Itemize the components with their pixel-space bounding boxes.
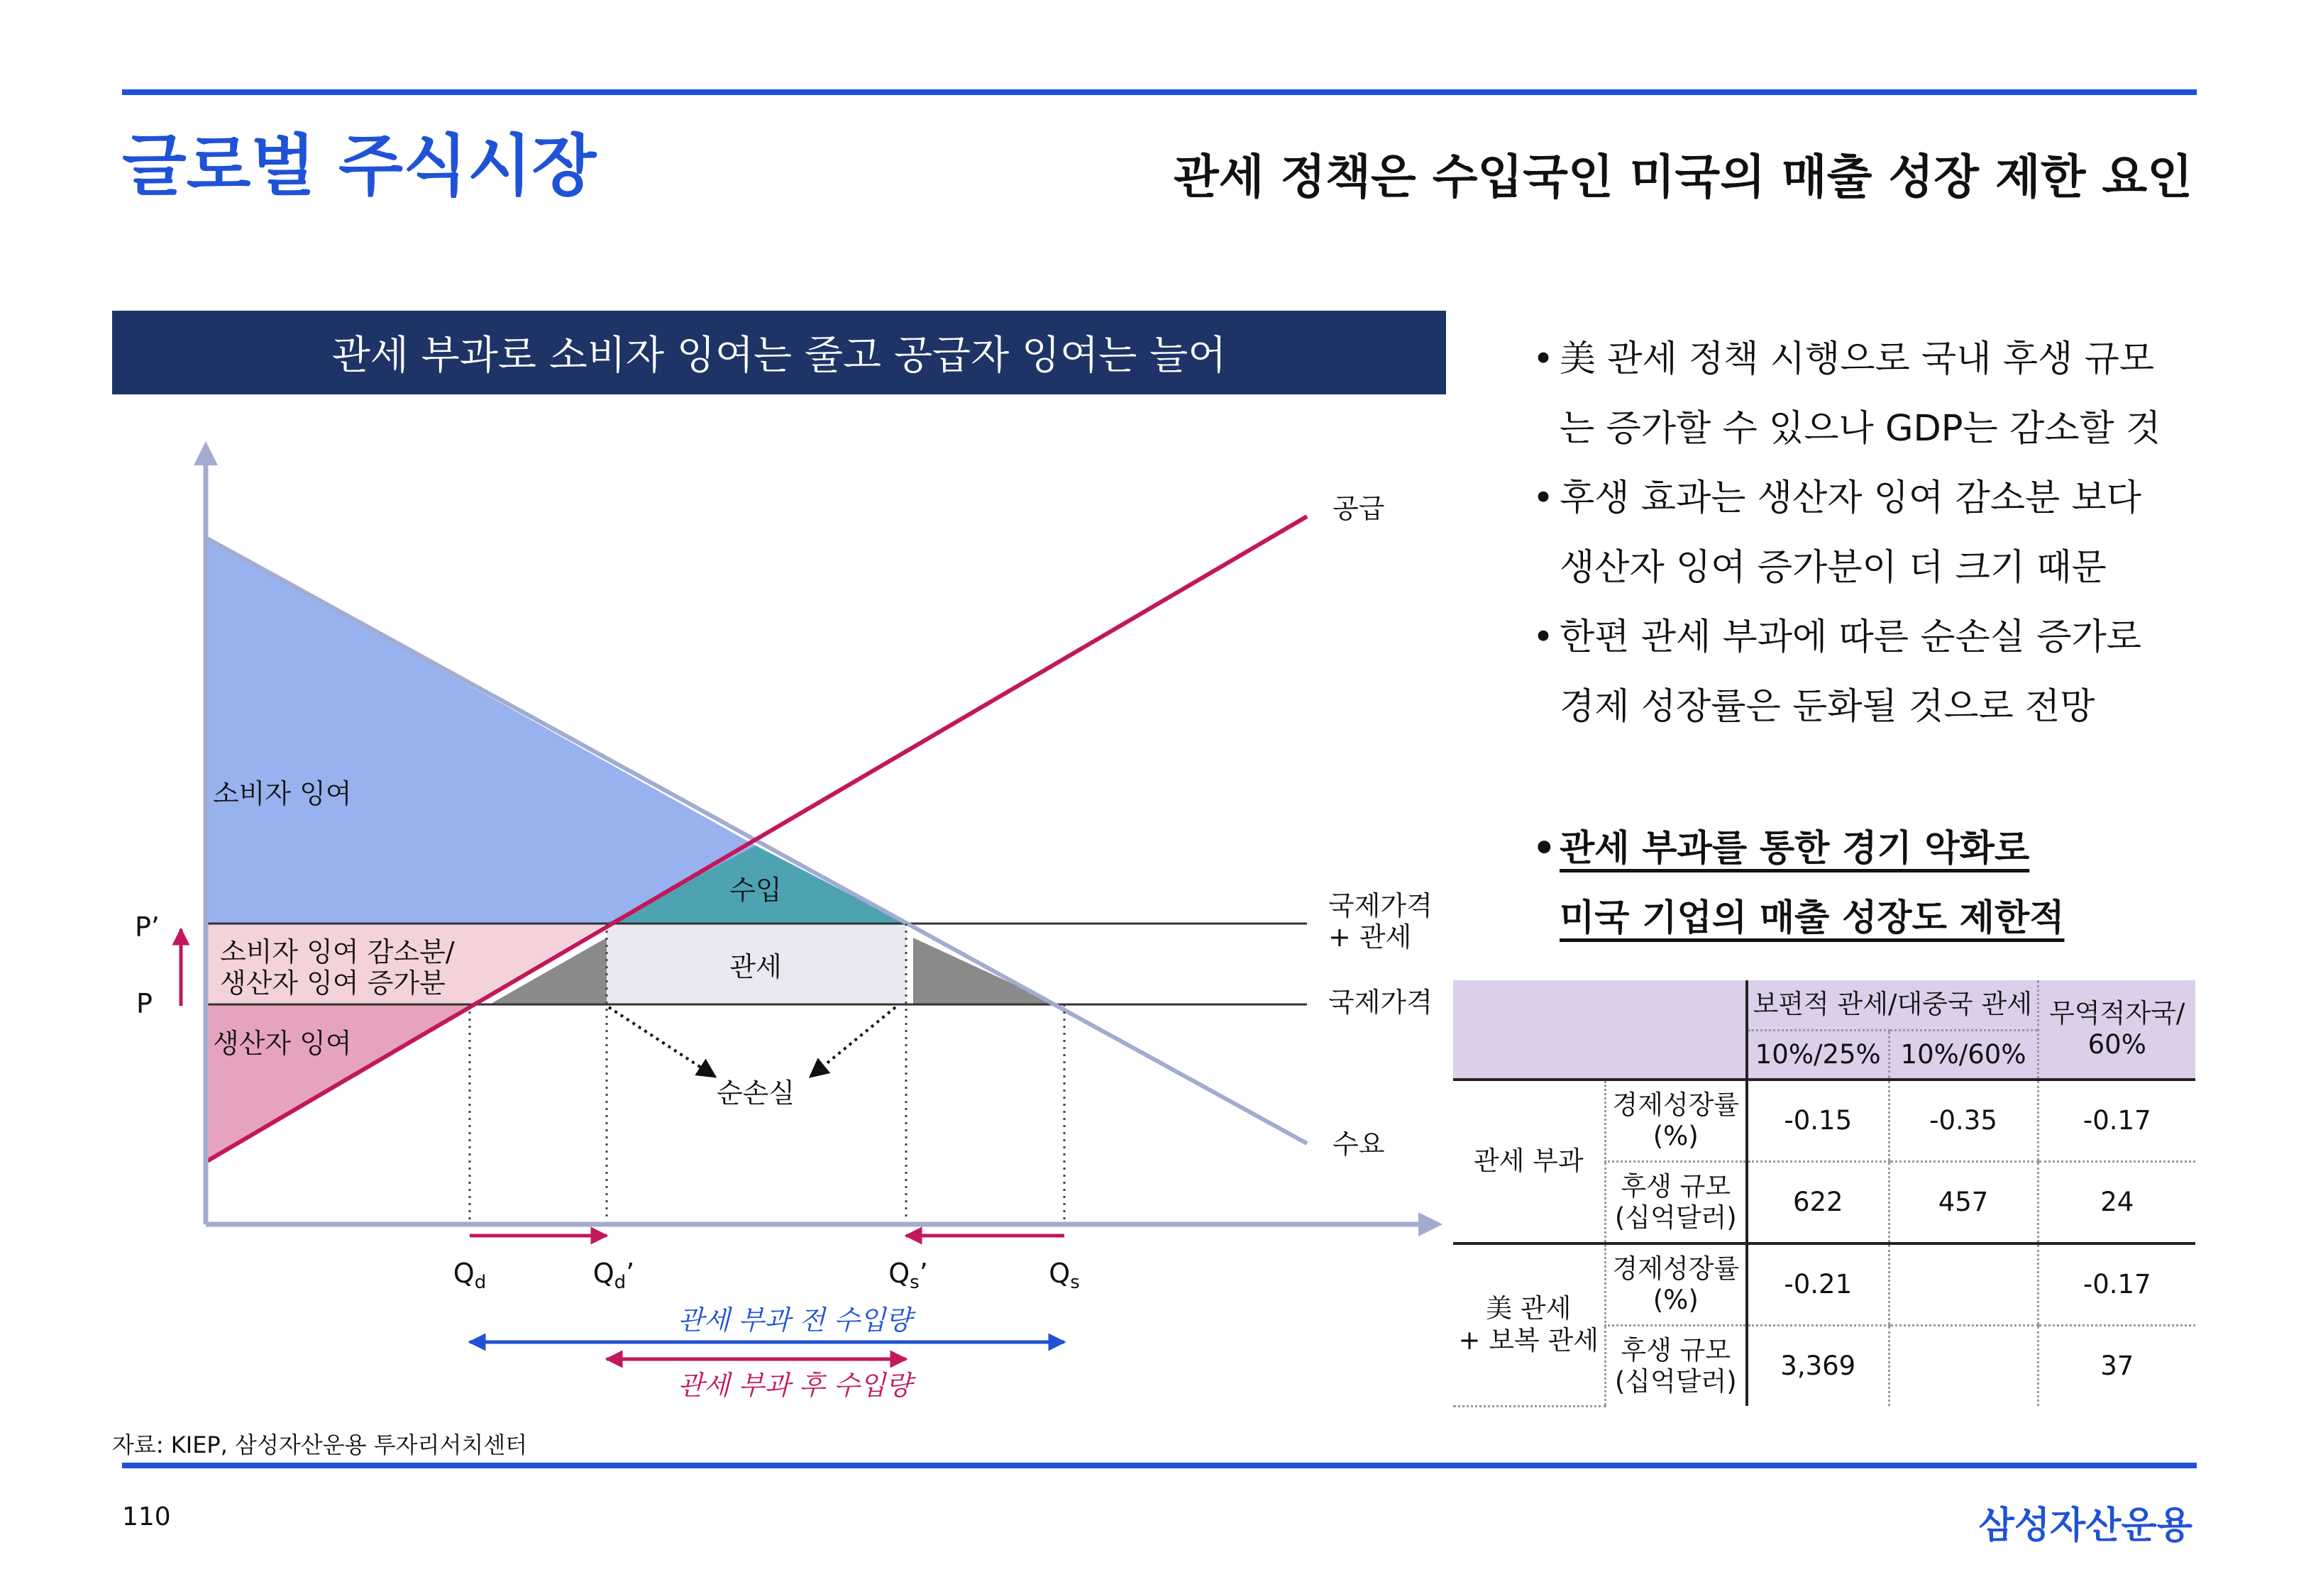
bullet-dot: • [1533,338,1555,380]
value-cell: 622 [1747,1162,1889,1244]
value-cell: -0.17 [2038,1080,2195,1162]
table-header-last: 무역적자국/ 60% [2038,980,2195,1080]
table-header-sub2: 10%/60% [1889,1030,2038,1080]
deadweight-pointer-left [609,1007,715,1077]
value-cell [1889,1243,2038,1326]
qs-prime-label: $Q_s$’ [888,1258,928,1293]
bullet-2 [1533,464,2171,603]
bullet-line: 후생 효과는 생산자 잉여 감소분 보다 [1560,477,2142,519]
transfer-label: 소비자 잉여 감소분/ 생산자 잉여 증가분 [220,936,455,999]
table-row [1453,1243,2195,1326]
brand-logo: 삼성자산운용 [1978,1504,2192,1547]
tariff-label: 관세 [729,951,782,982]
import-before-label: 관세 부과 전 수입량 [678,1304,912,1336]
deadweight-loss-label: 순손실 [716,1077,795,1109]
value-cell: 37 [2038,1326,2195,1407]
chart-banner: 관세 부과로 소비자 잉여는 줄고 공급자 잉여는 늘어 [112,311,1446,394]
x-axis-arrowhead [1418,1212,1442,1236]
y-axis-arrowhead [194,441,218,465]
p-label: P [136,988,153,1019]
table-header-sub1: 10%/25% [1747,1030,1889,1080]
bullet-dot: • [1533,477,1555,519]
metric-cell: 경제성장률 (%) [1605,1243,1747,1326]
qs-label: $Q_s$ [1049,1258,1080,1293]
qd-prime-label: $Q_d$’ [592,1258,635,1293]
page-number: 110 [122,1502,171,1531]
bullet-line: 미국 기업의 매출 성장도 제한적 [1560,897,2065,939]
world-plus-tariff-label: 국제가격 + 관세 [1328,890,1433,953]
tariff-impact-table [1453,980,2195,1407]
import-after-label: 관세 부과 후 수입량 [678,1370,912,1401]
value-cell: -0.17 [2038,1243,2195,1326]
bullet-line: 생산자 잉여 증가분이 더 크기 때문 [1560,547,2107,589]
supply-label: 공급 [1333,493,1385,524]
value-cell: 24 [2038,1162,2195,1244]
value-cell: 457 [1889,1162,2038,1244]
bullet-1 [1533,325,2171,464]
demand-label: 수요 [1333,1129,1385,1160]
deadweight-pointer-right [810,1007,895,1077]
value-cell: -0.35 [1889,1080,2038,1162]
bullet-dot: • [1533,828,1556,870]
group-label: 美 관세 + 보복 관세 [1453,1243,1605,1406]
value-cell: 3,369 [1747,1326,1889,1407]
bottom-rule [122,1463,2197,1468]
metric-cell: 후생 규모 (십억달러) [1605,1326,1747,1407]
consumer-surplus-label: 소비자 잉여 [213,778,352,809]
metric-cell: 후생 규모 (십억달러) [1605,1162,1747,1244]
qd-label: $Q_d$ [453,1258,487,1293]
emphasis-bullet [1533,814,2171,953]
p-prime-label: P’ [135,911,160,943]
producer-surplus-label: 생산자 잉여 [213,1028,352,1059]
bullet-line: 경제 성장률은 둔화될 것으로 전망 [1560,686,2095,728]
metric-cell: 경제성장률 (%) [1605,1080,1747,1162]
headline: 관세 정책은 수입국인 미국의 매출 성장 제한 요인 [1174,150,2192,204]
value-cell: -0.21 [1747,1243,1889,1326]
source-note: 자료: KIEP, 삼성자산운용 투자리서치센터 [112,1431,528,1458]
imports-label: 수입 [729,875,782,906]
table-row [1453,1080,2195,1162]
value-cell [1889,1326,2038,1407]
section-title: 글로벌 주식시장 [122,128,597,205]
world-price-label: 국제가격 [1328,987,1433,1018]
bullet-line: 관세 부과를 통한 경기 악화로 [1560,828,2030,870]
table-header-group: 보편적 관세/대중국 관세 [1747,980,2038,1030]
table-header-blank [1453,980,1747,1080]
bullet-line: 한편 관세 부과에 따른 순손실 증가로 [1560,616,2142,658]
value-cell: -0.15 [1747,1080,1889,1162]
bullet-dot: • [1533,616,1555,658]
group-label: 관세 부과 [1473,1146,1584,1177]
bullet-3 [1533,603,2171,742]
bullet-line: 는 증가할 수 있으나 GDP는 감소할 것 [1560,408,2161,450]
bullet-line: 美 관세 정책 시행으로 국내 후생 규모 [1560,338,2154,380]
